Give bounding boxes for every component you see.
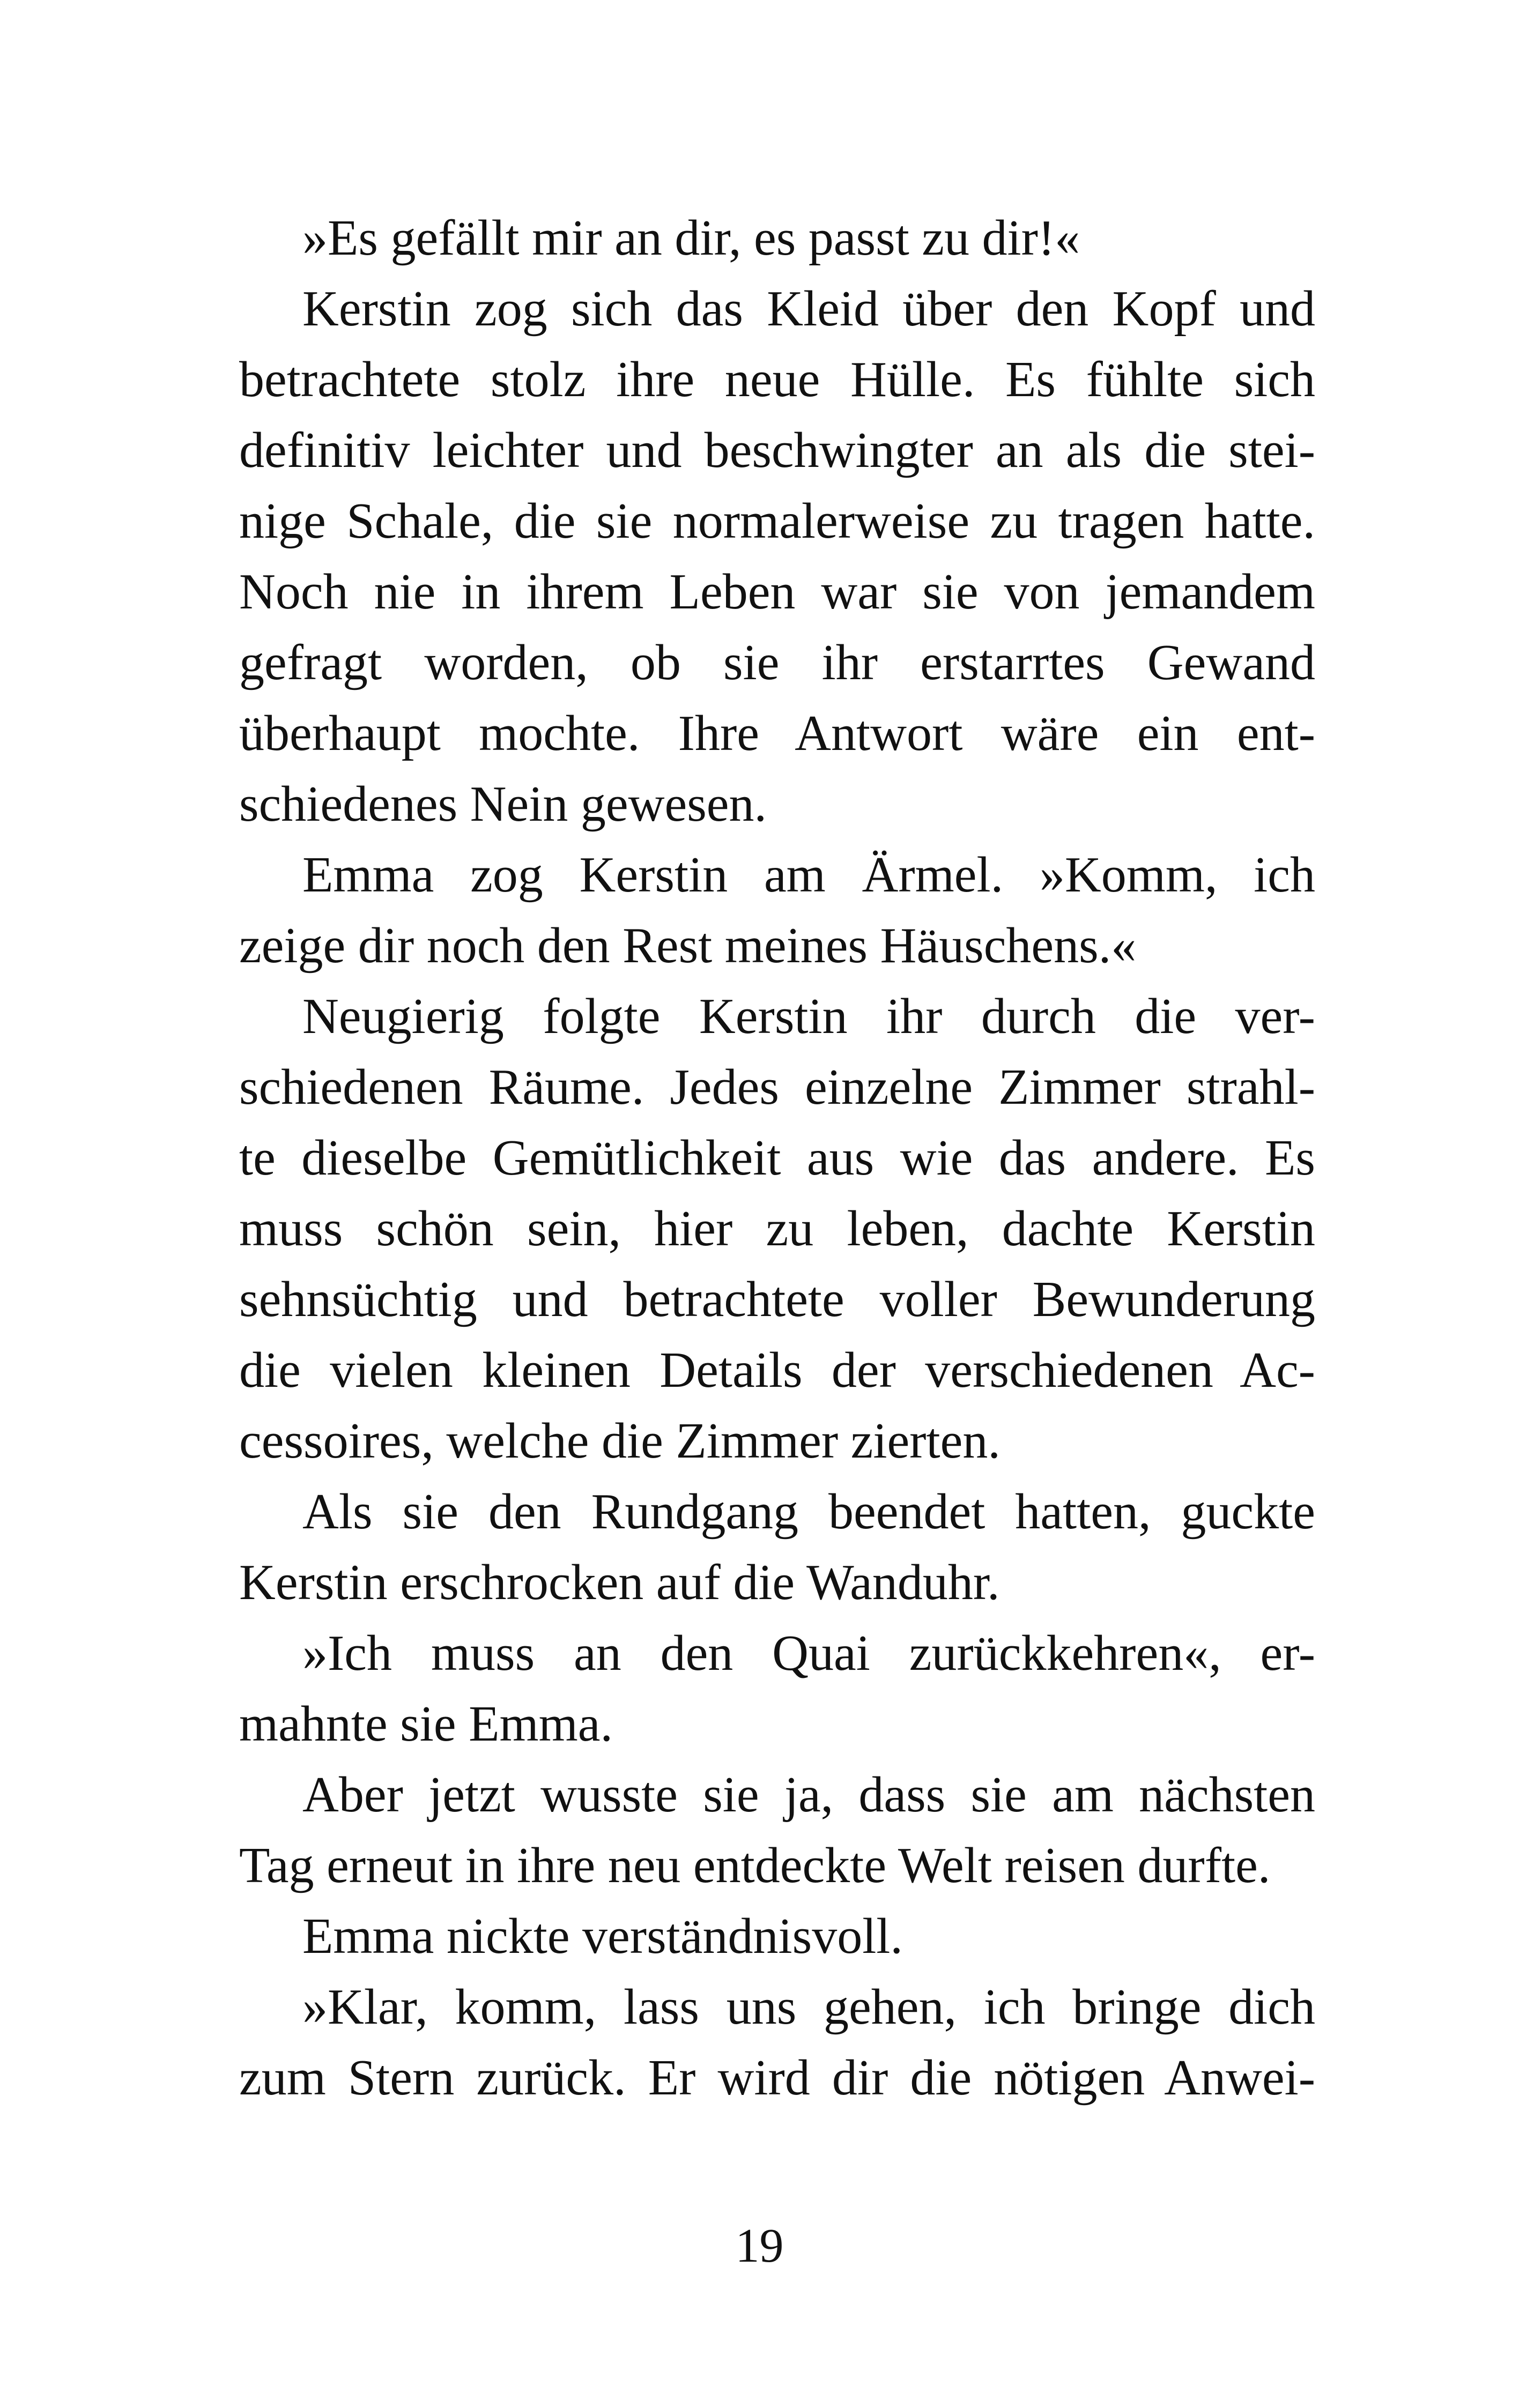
text-line: »Es gefällt mir an dir, es passt zu dir!« [302, 210, 1080, 266]
text-line: sehnsüchtig und betrachtete voller Bewunderung [239, 1272, 1315, 1327]
text-line: zum Stern zurück. Er wird dir die nötigen Anwei- [239, 2050, 1315, 2106]
text-line: Emma nickte verständnisvoll. [302, 1908, 903, 1964]
text-line: schiedenen Räume. Jedes einzelne Zimmer strahl- [239, 1059, 1315, 1115]
text-line: Emma zog Kerstin am Ärmel. »Komm, ich [302, 847, 1315, 903]
text-line: Kerstin zog sich das Kleid über den Kopf und [302, 281, 1315, 337]
page-number: 19 [735, 2219, 784, 2272]
text-line: Als sie den Rundgang beendet hatten, guckte [302, 1484, 1315, 1540]
text-line: betrachtete stolz ihre neue Hülle. Es fühlte sich [239, 352, 1315, 407]
text-line: muss schön sein, hier zu leben, dachte Kerstin [239, 1201, 1315, 1257]
text-line: Neugierig folgte Kerstin ihr durch die ver- [302, 989, 1315, 1044]
text-line: Noch nie in ihrem Leben war sie von jemandem [239, 564, 1315, 620]
text-line: cessoires, welche die Zimmer zierten. [239, 1413, 1001, 1469]
text-line: nige Schale, die sie normalerweise zu tragen hatte. [239, 493, 1315, 549]
text-line: die vielen kleinen Details der verschiedenen Ac- [239, 1342, 1315, 1398]
text-line: mahnte sie Emma. [239, 1696, 613, 1752]
text-line: Kerstin erschrocken auf die Wanduhr. [239, 1555, 1000, 1610]
text-line: Tag erneut in ihre neu entdeckte Welt reisen durfte. [239, 1838, 1271, 1893]
text-line: zeige dir noch den Rest meines Häuschens.« [239, 918, 1137, 973]
text-line: »Klar, komm, lass uns gehen, ich bringe dich [302, 1979, 1315, 2035]
text-line: gefragt worden, ob sie ihr erstarrtes Gewand [239, 635, 1315, 690]
text-line: »Ich muss an den Quai zurückkehren«, er- [302, 1625, 1315, 1681]
text-line: überhaupt mochte. Ihre Antwort wäre ein ent- [239, 705, 1315, 761]
text-line: schiedenes Nein gewesen. [239, 776, 767, 832]
body-text [239, 203, 1315, 2113]
text-line: definitiv leichter und beschwingter an als die stei- [239, 422, 1315, 478]
text-line: te dieselbe Gemütlichkeit aus wie das andere. Es [239, 1130, 1315, 1186]
text-line: Aber jetzt wusste sie ja, dass sie am nächsten [302, 1767, 1315, 1823]
